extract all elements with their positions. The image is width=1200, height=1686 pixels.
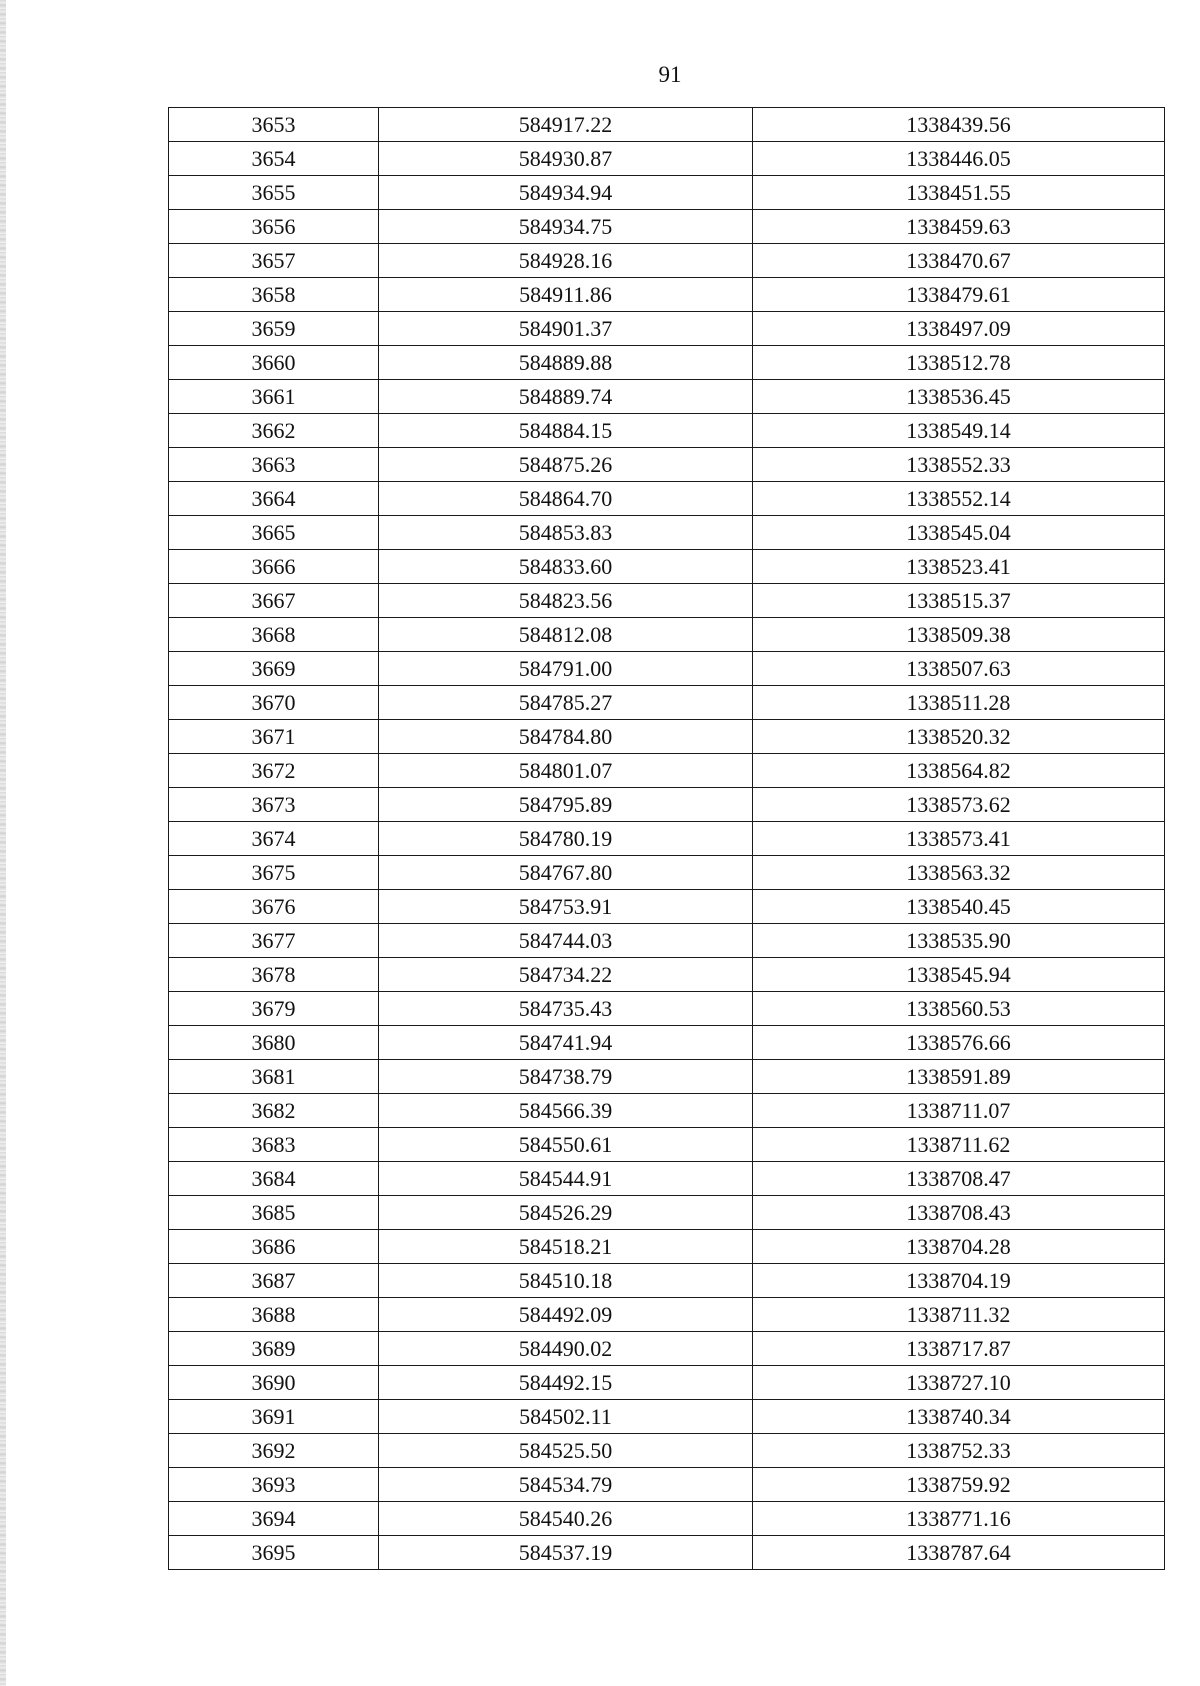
x-coordinate-cell: 584875.26	[379, 448, 753, 482]
x-coordinate-cell: 584492.09	[379, 1298, 753, 1332]
x-coordinate-cell: 584550.61	[379, 1128, 753, 1162]
x-coordinate-cell: 584525.50	[379, 1434, 753, 1468]
y-coordinate-cell: 1338787.64	[753, 1536, 1165, 1570]
x-coordinate-cell: 584801.07	[379, 754, 753, 788]
point-number-cell: 3676	[169, 890, 379, 924]
point-number-cell: 3689	[169, 1332, 379, 1366]
table-row	[169, 618, 1165, 652]
y-coordinate-cell: 1338446.05	[753, 142, 1165, 176]
x-coordinate-cell: 584785.27	[379, 686, 753, 720]
x-coordinate-cell: 584735.43	[379, 992, 753, 1026]
table-row	[169, 822, 1165, 856]
table-row	[169, 1332, 1165, 1366]
table-row	[169, 1298, 1165, 1332]
y-coordinate-cell: 1338545.04	[753, 516, 1165, 550]
point-number-cell: 3683	[169, 1128, 379, 1162]
table-row	[169, 414, 1165, 448]
x-coordinate-cell: 584526.29	[379, 1196, 753, 1230]
point-number-cell: 3670	[169, 686, 379, 720]
x-coordinate-cell: 584767.80	[379, 856, 753, 890]
table-row	[169, 1196, 1165, 1230]
x-coordinate-cell: 584540.26	[379, 1502, 753, 1536]
coordinates-table-body	[169, 108, 1165, 1570]
point-number-cell: 3692	[169, 1434, 379, 1468]
table-row	[169, 176, 1165, 210]
x-coordinate-cell: 584490.02	[379, 1332, 753, 1366]
table-row	[169, 958, 1165, 992]
table-row	[169, 1128, 1165, 1162]
table-row	[169, 788, 1165, 822]
x-coordinate-cell: 584753.91	[379, 890, 753, 924]
table-row	[169, 924, 1165, 958]
table-row	[169, 1162, 1165, 1196]
point-number-cell: 3677	[169, 924, 379, 958]
y-coordinate-cell: 1338511.28	[753, 686, 1165, 720]
point-number-cell: 3672	[169, 754, 379, 788]
point-number-cell: 3686	[169, 1230, 379, 1264]
y-coordinate-cell: 1338708.47	[753, 1162, 1165, 1196]
point-number-cell: 3661	[169, 380, 379, 414]
y-coordinate-cell: 1338704.19	[753, 1264, 1165, 1298]
point-number-cell: 3658	[169, 278, 379, 312]
y-coordinate-cell: 1338497.09	[753, 312, 1165, 346]
y-coordinate-cell: 1338552.33	[753, 448, 1165, 482]
y-coordinate-cell: 1338573.62	[753, 788, 1165, 822]
x-coordinate-cell: 584795.89	[379, 788, 753, 822]
x-coordinate-cell: 584780.19	[379, 822, 753, 856]
table-row	[169, 890, 1165, 924]
point-number-cell: 3675	[169, 856, 379, 890]
y-coordinate-cell: 1338711.07	[753, 1094, 1165, 1128]
point-number-cell: 3690	[169, 1366, 379, 1400]
x-coordinate-cell: 584537.19	[379, 1536, 753, 1570]
table-row	[169, 1094, 1165, 1128]
table-row	[169, 720, 1165, 754]
x-coordinate-cell: 584889.74	[379, 380, 753, 414]
x-coordinate-cell: 584928.16	[379, 244, 753, 278]
x-coordinate-cell: 584930.87	[379, 142, 753, 176]
y-coordinate-cell: 1338704.28	[753, 1230, 1165, 1264]
point-number-cell: 3687	[169, 1264, 379, 1298]
x-coordinate-cell: 584784.80	[379, 720, 753, 754]
x-coordinate-cell: 584492.15	[379, 1366, 753, 1400]
scan-edge-artifact	[0, 0, 6, 1686]
y-coordinate-cell: 1338711.62	[753, 1128, 1165, 1162]
x-coordinate-cell: 584864.70	[379, 482, 753, 516]
table-row	[169, 686, 1165, 720]
x-coordinate-cell: 584901.37	[379, 312, 753, 346]
y-coordinate-cell: 1338711.32	[753, 1298, 1165, 1332]
table-row	[169, 652, 1165, 686]
point-number-cell: 3695	[169, 1536, 379, 1570]
y-coordinate-cell: 1338727.10	[753, 1366, 1165, 1400]
x-coordinate-cell: 584566.39	[379, 1094, 753, 1128]
y-coordinate-cell: 1338512.78	[753, 346, 1165, 380]
table-row	[169, 142, 1165, 176]
page-number: 91	[658, 62, 682, 87]
table-row	[169, 312, 1165, 346]
y-coordinate-cell: 1338591.89	[753, 1060, 1165, 1094]
table-row	[169, 346, 1165, 380]
y-coordinate-cell: 1338507.63	[753, 652, 1165, 686]
table-row	[169, 1536, 1165, 1570]
y-coordinate-cell: 1338439.56	[753, 108, 1165, 142]
table-row	[169, 1230, 1165, 1264]
point-number-cell: 3691	[169, 1400, 379, 1434]
table-row	[169, 1366, 1165, 1400]
point-number-cell: 3674	[169, 822, 379, 856]
table-row	[169, 448, 1165, 482]
point-number-cell: 3679	[169, 992, 379, 1026]
x-coordinate-cell: 584812.08	[379, 618, 753, 652]
point-number-cell: 3665	[169, 516, 379, 550]
point-number-cell: 3659	[169, 312, 379, 346]
x-coordinate-cell: 584823.56	[379, 584, 753, 618]
x-coordinate-cell: 584534.79	[379, 1468, 753, 1502]
x-coordinate-cell: 584518.21	[379, 1230, 753, 1264]
y-coordinate-cell: 1338549.14	[753, 414, 1165, 448]
x-coordinate-cell: 584884.15	[379, 414, 753, 448]
point-number-cell: 3669	[169, 652, 379, 686]
point-number-cell: 3654	[169, 142, 379, 176]
point-number-cell: 3673	[169, 788, 379, 822]
x-coordinate-cell: 584791.00	[379, 652, 753, 686]
point-number-cell: 3663	[169, 448, 379, 482]
table-row	[169, 1502, 1165, 1536]
point-number-cell: 3680	[169, 1026, 379, 1060]
y-coordinate-cell: 1338573.41	[753, 822, 1165, 856]
y-coordinate-cell: 1338576.66	[753, 1026, 1165, 1060]
table-row	[169, 856, 1165, 890]
point-number-cell: 3655	[169, 176, 379, 210]
point-number-cell: 3684	[169, 1162, 379, 1196]
x-coordinate-cell: 584741.94	[379, 1026, 753, 1060]
y-coordinate-cell: 1338564.82	[753, 754, 1165, 788]
table-row	[169, 380, 1165, 414]
point-number-cell: 3666	[169, 550, 379, 584]
x-coordinate-cell: 584734.22	[379, 958, 753, 992]
x-coordinate-cell: 584510.18	[379, 1264, 753, 1298]
y-coordinate-cell: 1338535.90	[753, 924, 1165, 958]
table-row	[169, 992, 1165, 1026]
table-row	[169, 278, 1165, 312]
table-row	[169, 584, 1165, 618]
y-coordinate-cell: 1338545.94	[753, 958, 1165, 992]
table-row	[169, 1468, 1165, 1502]
point-number-cell: 3688	[169, 1298, 379, 1332]
x-coordinate-cell: 584502.11	[379, 1400, 753, 1434]
x-coordinate-cell: 584934.94	[379, 176, 753, 210]
table-row	[169, 1434, 1165, 1468]
table-row	[169, 1060, 1165, 1094]
table-row	[169, 754, 1165, 788]
y-coordinate-cell: 1338771.16	[753, 1502, 1165, 1536]
y-coordinate-cell: 1338540.45	[753, 890, 1165, 924]
x-coordinate-cell: 584917.22	[379, 108, 753, 142]
point-number-cell: 3653	[169, 108, 379, 142]
point-number-cell: 3657	[169, 244, 379, 278]
point-number-cell: 3694	[169, 1502, 379, 1536]
y-coordinate-cell: 1338563.32	[753, 856, 1165, 890]
y-coordinate-cell: 1338560.53	[753, 992, 1165, 1026]
point-number-cell: 3668	[169, 618, 379, 652]
y-coordinate-cell: 1338552.14	[753, 482, 1165, 516]
point-number-cell: 3671	[169, 720, 379, 754]
y-coordinate-cell: 1338479.61	[753, 278, 1165, 312]
x-coordinate-cell: 584744.03	[379, 924, 753, 958]
x-coordinate-cell: 584738.79	[379, 1060, 753, 1094]
table-row	[169, 244, 1165, 278]
point-number-cell: 3678	[169, 958, 379, 992]
y-coordinate-cell: 1338708.43	[753, 1196, 1165, 1230]
point-number-cell: 3660	[169, 346, 379, 380]
table-row	[169, 516, 1165, 550]
table-row	[169, 1026, 1165, 1060]
point-number-cell: 3662	[169, 414, 379, 448]
y-coordinate-cell: 1338759.92	[753, 1468, 1165, 1502]
table-row	[169, 482, 1165, 516]
y-coordinate-cell: 1338536.45	[753, 380, 1165, 414]
table-row	[169, 210, 1165, 244]
table-row	[169, 550, 1165, 584]
x-coordinate-cell: 584544.91	[379, 1162, 753, 1196]
point-number-cell: 3682	[169, 1094, 379, 1128]
x-coordinate-cell: 584889.88	[379, 346, 753, 380]
y-coordinate-cell: 1338520.32	[753, 720, 1165, 754]
table-row	[169, 1400, 1165, 1434]
x-coordinate-cell: 584911.86	[379, 278, 753, 312]
point-number-cell: 3681	[169, 1060, 379, 1094]
y-coordinate-cell: 1338470.67	[753, 244, 1165, 278]
table-row	[169, 1264, 1165, 1298]
y-coordinate-cell: 1338451.55	[753, 176, 1165, 210]
y-coordinate-cell: 1338752.33	[753, 1434, 1165, 1468]
point-number-cell: 3667	[169, 584, 379, 618]
y-coordinate-cell: 1338509.38	[753, 618, 1165, 652]
y-coordinate-cell: 1338740.34	[753, 1400, 1165, 1434]
y-coordinate-cell: 1338717.87	[753, 1332, 1165, 1366]
x-coordinate-cell: 584853.83	[379, 516, 753, 550]
x-coordinate-cell: 584934.75	[379, 210, 753, 244]
y-coordinate-cell: 1338515.37	[753, 584, 1165, 618]
y-coordinate-cell: 1338459.63	[753, 210, 1165, 244]
point-number-cell: 3656	[169, 210, 379, 244]
x-coordinate-cell: 584833.60	[379, 550, 753, 584]
point-number-cell: 3693	[169, 1468, 379, 1502]
y-coordinate-cell: 1338523.41	[753, 550, 1165, 584]
table-row	[169, 108, 1165, 142]
coordinates-table	[168, 107, 1165, 1570]
point-number-cell: 3664	[169, 482, 379, 516]
point-number-cell: 3685	[169, 1196, 379, 1230]
